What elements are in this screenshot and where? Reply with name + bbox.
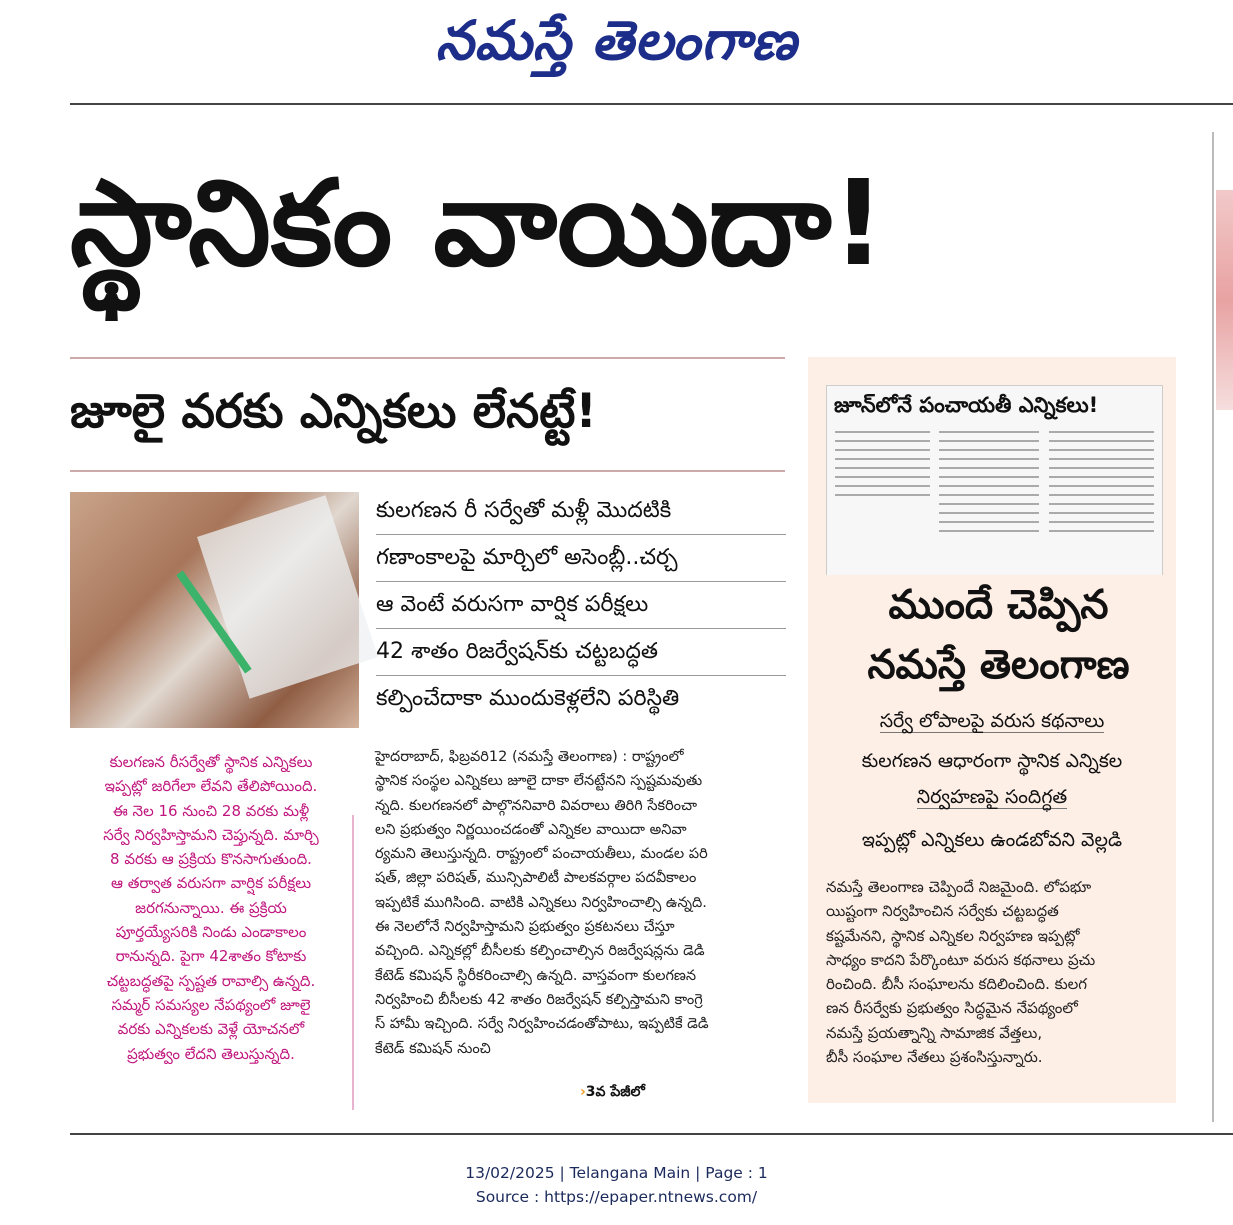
summary-line: రానున్నది. పైగా 42శాతం కోటాకు (115, 947, 307, 966)
edge-photo (1216, 190, 1233, 410)
sidebar-body-line: యిష్టంగా నిర్వహించిన సర్వేకు చట్టబద్ధత (826, 902, 1059, 921)
sidebar-headline (826, 575, 1171, 695)
sidebar-body-line: నమస్తే తెలంగాణ చెప్పిందే నిజమైంది. లోపభూ (826, 878, 1092, 896)
key-point: 42 శాతం రిజర్వేషన్‌కు చట్టబద్ధత (376, 629, 786, 676)
key-point: గణాంకాలపై మార్చిలో అసెంబ్లీ..చర్చ (376, 535, 786, 582)
sidebar-body-line: రించింది. బీసీ సంఘాలను కదిలించింది. కులగ (826, 975, 1088, 994)
key-points (376, 488, 786, 722)
clipping-column (835, 431, 930, 591)
key-point: ఆ వెంటే వరుసగా వార్షిక పరీక్షలు (376, 582, 786, 629)
summary-line: ప్రభుత్వం లేదని తెలుస్తున్నది. (127, 1044, 295, 1063)
sidebar-subhead: కులగణన ఆధారంగా స్థానిక ఎన్నికల (861, 750, 1123, 772)
body-line: ఇప్పటికే ముగిసింది. వాటికి ఎన్నికలు నిర్వహించాల్సి ఉన్నది. (375, 894, 707, 911)
body-line: న్నది. కులగణనలో పాల్గొననివారి వివరాలు తిరిగి సేకరించా (375, 797, 698, 814)
sidebar-body-line: ణన రీసర్వేకు ప్రభుత్వం సిద్ధమైన నేపథ్యంలో (826, 999, 1078, 1018)
key-point: కల్పించేదాకా ముందుకెళ్లలేని పరిస్థితి (376, 686, 680, 711)
sub-headline: జూలై వరకు ఎన్నికలు లేనట్టే! (70, 384, 597, 439)
subhead-bottom-rule (70, 470, 785, 472)
page-footer (0, 1161, 1233, 1209)
summary-line: సమ్మర్ సమస్యల నేపథ్యంలో జూలై (111, 995, 311, 1014)
sidebar-body-line: బీసీ సంఘాల నేతలు ప్రశంసిస్తున్నారు. (826, 1048, 1043, 1067)
bottom-divider (70, 1133, 1233, 1135)
body-line: లని ప్రభుత్వం నిర్ణయించడంతో ఎన్నికల వాయిదా అనివా (375, 821, 687, 838)
sidebar-body (826, 875, 1170, 1069)
sidebar-headline-line: ముందే చెప్పిన (826, 575, 1171, 635)
highlight-summary (80, 750, 342, 1066)
summary-line: సర్వే నిర్వహిస్తామని చెప్తున్నది. మార్చి (103, 825, 319, 844)
top-divider (70, 103, 1233, 105)
summary-line: కులగణన రీసర్వేతో స్థానిక ఎన్నికలు (109, 753, 313, 771)
sidebar-body-line: కష్టమేనని, స్థానిక ఎన్నికల నిర్వహణ ఇప్పట్లో (826, 926, 1080, 945)
summary-line: వరకు ఎన్నికలకు వెళ్లే యోచనలో (117, 1020, 305, 1039)
body-line: షత్, జిల్లా పరిషత్, మున్సిపాలిటీ పాలకవర్గాల పదవీకాలం (375, 870, 697, 887)
sidebar-subhead: ఇప్పట్లో ఎన్నికలు ఉండబోవని వెల్లడి (861, 829, 1123, 851)
sidebar-subhead-text: సర్వే లోపాలపై వరుస కథనాలు (879, 710, 1105, 732)
key-point: కులగణన రీ సర్వేతో మళ్లీ మొదటికి (376, 488, 786, 535)
ballot-card-shape (197, 495, 378, 698)
clipping-column (939, 431, 1039, 591)
sidebar-body-line: నమస్తే ప్రయత్నాన్ని సామాజిక వేత్తలు, (826, 1023, 1043, 1042)
body-line: కేటెడ్ కమిషన్ నుంచి (375, 1040, 491, 1057)
body-line: స్థానిక సంస్థల ఎన్నికలు జూలై దాకా లేనట్టేనని స్పష్టమవుతు (375, 773, 703, 790)
body-line: కేటెడ్ కమిషన్ స్థిరీకరించాల్సి ఉన్నది. వాస్తవంగా కులగణన (375, 967, 697, 984)
summary-line: ఇప్పట్లో జరిగేలా లేవని తేలిపోయింది. (104, 777, 318, 796)
article-body (375, 745, 787, 1061)
sidebar-subhead (812, 710, 1172, 737)
summary-line: 8 వరకు ఆ ప్రక్రియ కొనసాగుతుంది. (110, 850, 312, 869)
sidebar-subhead (812, 786, 1172, 813)
voting-ink-photo (70, 492, 359, 728)
body-line: ఈ నెలలోనే నిర్వహిస్తామని ప్రభుత్వం ప్రకటనలు చేస్తూ (375, 919, 675, 936)
sidebar-body-line: సాధ్యం కాదని పేర్కొంటూ వరుస కథనాలు ప్రచు (826, 950, 1096, 969)
sidebar-subhead-text: నిర్వహణపై సందిగ్ధత (916, 786, 1068, 808)
body-line: ర్యమని తెలుస్తున్నది. రాష్ట్రంలో పంచాయతీలు, మండల పరి (375, 846, 708, 863)
right-column-divider (1212, 132, 1214, 1122)
clipping-column (1049, 431, 1154, 591)
body-line: స్ హామీ ఇచ్చింది. సర్వే నిర్వహించడంతోపాటు, ఇప్పటికే డెడి (375, 1016, 709, 1033)
footer-meta: 13/02/2025 | Telangana Main | Page : 1 (465, 1164, 768, 1182)
arrow-icon: › (580, 1084, 586, 1100)
clipping-headline: జూన్‌లోనే పంచాయతీ ఎన్నికలు! (834, 393, 1099, 417)
summary-line: ఈ నెల 16 నుంచి 28 వరకు మళ్లీ (112, 801, 310, 820)
masthead-logo: నమస్తే తెలంగాణ (435, 8, 798, 72)
summary-line: ఆ తర్వాత వరుసగా వార్షిక పరీక్షలు (110, 874, 312, 893)
body-line: నిర్వహించి బీసీలకు 42 శాతం రిజర్వేషన్ కల్పిస్తామని కాంగ్రె (375, 991, 703, 1008)
subhead-top-rule (70, 357, 785, 359)
summary-line: పూర్తయ్యేసరికి నిండు ఎండాకాలం (115, 923, 307, 942)
footer-source[interactable]: Source : https://epaper.ntnews.com/ (475, 1188, 758, 1206)
continued-link[interactable] (580, 1084, 645, 1103)
summary-line: చట్టబద్ధతపై స్పష్టత రావాల్సి ఉన్నది. (106, 971, 316, 990)
body-line: హైదరాబాద్, ఫిబ్రవరి12 (నమస్తే తెలంగాణ) : రాష్ట్రంలో (375, 749, 684, 765)
summary-line: జరగనున్నాయి. ఈ ప్రక్రియ (135, 898, 287, 917)
summary-side-rule (352, 815, 354, 1110)
sidebar-headline-line: నమస్తే తెలంగాణ (867, 642, 1130, 688)
continued-label: 3వ పేజీలో (585, 1084, 645, 1100)
main-headline: స్థానికం వాయిదా! (70, 154, 886, 292)
body-line: వచ్చింది. ఎన్నికల్లో బీసీలకు కల్పించాల్సిన రిజర్వేషన్లను డెడి (375, 943, 705, 960)
